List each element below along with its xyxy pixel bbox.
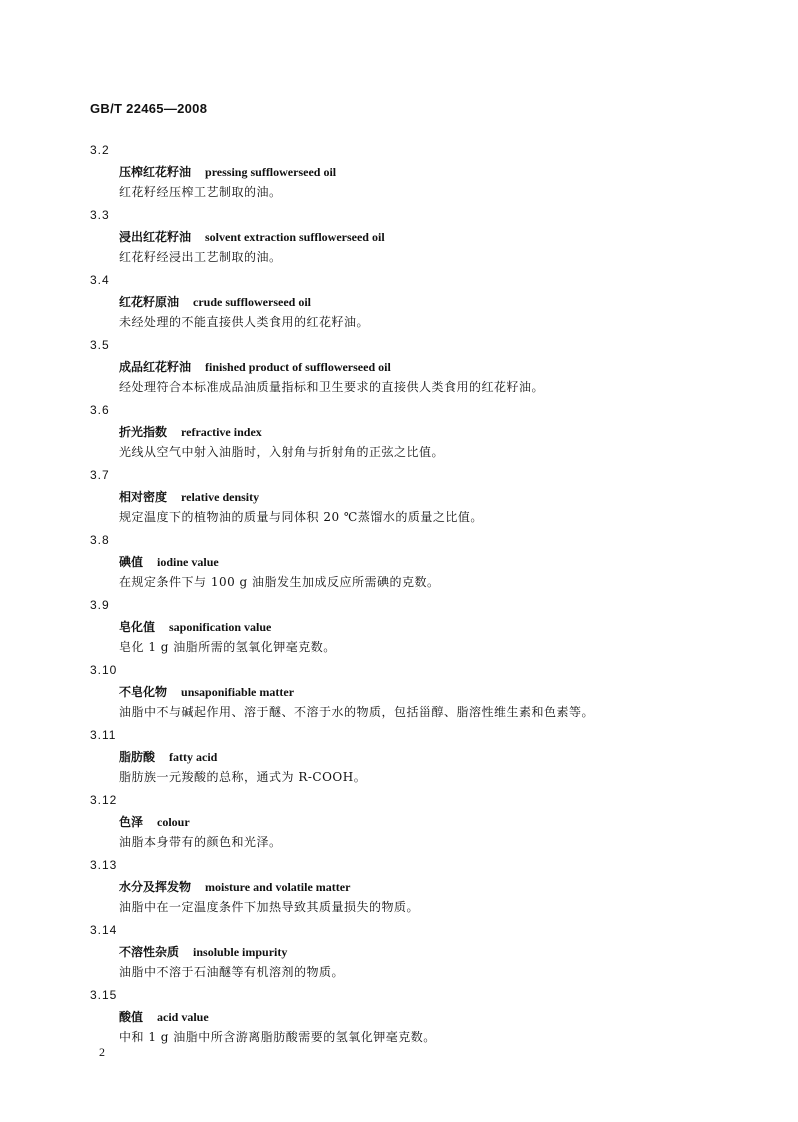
term-chinese: 相对密度 bbox=[119, 490, 168, 504]
clause-number: 3.6 bbox=[90, 403, 110, 417]
term-heading bbox=[119, 813, 190, 830]
term-entry bbox=[90, 988, 750, 1053]
term-entry bbox=[90, 728, 750, 793]
term-entry bbox=[90, 468, 750, 533]
page-number: 2 bbox=[99, 1045, 105, 1059]
term-entry bbox=[90, 793, 750, 858]
term-chinese: 皂化值 bbox=[119, 620, 156, 634]
term-chinese: 色泽 bbox=[119, 815, 144, 829]
term-heading bbox=[119, 228, 385, 245]
term-heading bbox=[119, 878, 350, 895]
term-definition: 光线从空气中射入油脂时，入射角与折射角的正弦之比值。 bbox=[119, 445, 445, 459]
term-entry bbox=[90, 923, 750, 988]
term-chinese: 酸值 bbox=[119, 1010, 144, 1024]
term-english: iodine value bbox=[157, 555, 219, 569]
term-entry bbox=[90, 403, 750, 468]
clause-number: 3.11 bbox=[90, 728, 117, 742]
term-definition: 油脂本身带有的颜色和光泽。 bbox=[119, 835, 282, 849]
clause-number: 3.7 bbox=[90, 468, 110, 482]
term-heading bbox=[119, 1008, 209, 1025]
term-heading bbox=[119, 943, 287, 960]
term-definition: 油脂中在一定温度条件下加热导致其质量损失的物质。 bbox=[119, 900, 420, 914]
term-heading bbox=[119, 618, 271, 635]
clause-number: 3.3 bbox=[90, 208, 110, 222]
term-english: moisture and volatile matter bbox=[205, 880, 351, 894]
term-english: finished product of sufflowerseed oil bbox=[205, 360, 391, 374]
clause-number: 3.13 bbox=[90, 858, 118, 872]
term-definition: 红花籽经压榨工艺制取的油。 bbox=[119, 185, 282, 199]
term-english: saponification value bbox=[169, 620, 272, 634]
term-entry bbox=[90, 663, 750, 728]
clause-number: 3.12 bbox=[90, 793, 118, 807]
clause-number: 3.14 bbox=[90, 923, 118, 937]
term-chinese: 水分及挥发物 bbox=[119, 880, 192, 894]
term-chinese: 压榨红花籽油 bbox=[119, 165, 192, 179]
term-english: crude sufflowerseed oil bbox=[193, 295, 311, 309]
term-english: colour bbox=[157, 815, 190, 829]
terms-definitions-list bbox=[90, 143, 750, 1053]
term-english: refractive index bbox=[181, 425, 262, 439]
term-english: insoluble impurity bbox=[193, 945, 288, 959]
term-heading bbox=[119, 748, 217, 765]
term-definition: 油脂中不溶于石油醚等有机溶剂的物质。 bbox=[119, 965, 345, 979]
term-entry bbox=[90, 338, 750, 403]
term-heading bbox=[119, 293, 311, 310]
term-chinese: 不溶性杂质 bbox=[119, 945, 180, 959]
clause-number: 3.15 bbox=[90, 988, 118, 1002]
term-definition: 在规定条件下与 100 g 油脂发生加成反应所需碘的克数。 bbox=[119, 575, 440, 589]
clause-number: 3.4 bbox=[90, 273, 110, 287]
term-definition: 油脂中不与碱起作用、溶于醚、不溶于水的物质，包括甾醇、脂溶性维生素和色素等。 bbox=[119, 705, 595, 719]
term-heading bbox=[119, 163, 336, 180]
term-heading bbox=[119, 553, 219, 570]
term-heading bbox=[119, 358, 391, 375]
term-chinese: 成品红花籽油 bbox=[119, 360, 192, 374]
term-entry bbox=[90, 143, 750, 208]
term-chinese: 碘值 bbox=[119, 555, 144, 569]
clause-number: 3.9 bbox=[90, 598, 110, 612]
term-english: pressing sufflowerseed oil bbox=[205, 165, 337, 179]
term-entry bbox=[90, 533, 750, 598]
term-definition: 规定温度下的植物油的质量与同体积 20 ℃蒸馏水的质量之比值。 bbox=[119, 510, 483, 524]
term-heading bbox=[119, 488, 259, 505]
term-chinese: 不皂化物 bbox=[119, 685, 168, 699]
clause-number: 3.2 bbox=[90, 143, 110, 157]
term-chinese: 脂肪酸 bbox=[119, 750, 156, 764]
term-definition: 经处理符合本标准成品油质量指标和卫生要求的直接供人类食用的红花籽油。 bbox=[119, 380, 545, 394]
term-entry bbox=[90, 273, 750, 338]
term-definition: 中和 1 g 油脂中所含游离脂肪酸需要的氢氧化钾毫克数。 bbox=[119, 1030, 436, 1044]
term-chinese: 浸出红花籽油 bbox=[119, 230, 192, 244]
term-entry bbox=[90, 858, 750, 923]
term-entry bbox=[90, 598, 750, 663]
term-heading bbox=[119, 683, 294, 700]
standard-number-header: GB/T 22465—2008 bbox=[90, 101, 208, 116]
clause-number: 3.5 bbox=[90, 338, 110, 352]
term-english: relative density bbox=[181, 490, 260, 504]
term-english: solvent extraction sufflowerseed oil bbox=[205, 230, 385, 244]
clause-number: 3.10 bbox=[90, 663, 118, 677]
term-definition: 脂肪族一元羧酸的总称，通式为 R-COOH。 bbox=[119, 770, 367, 784]
term-english: acid value bbox=[157, 1010, 209, 1024]
term-definition: 未经处理的不能直接供人类食用的红花籽油。 bbox=[119, 315, 370, 329]
clause-number: 3.8 bbox=[90, 533, 110, 547]
term-english: unsaponifiable matter bbox=[181, 685, 295, 699]
term-english: fatty acid bbox=[169, 750, 218, 764]
term-definition: 皂化 1 g 油脂所需的氢氧化钾毫克数。 bbox=[119, 640, 336, 654]
term-chinese: 红花籽原油 bbox=[119, 295, 180, 309]
term-chinese: 折光指数 bbox=[119, 425, 168, 439]
term-heading bbox=[119, 423, 262, 440]
term-definition: 红花籽经浸出工艺制取的油。 bbox=[119, 250, 282, 264]
term-entry bbox=[90, 208, 750, 273]
